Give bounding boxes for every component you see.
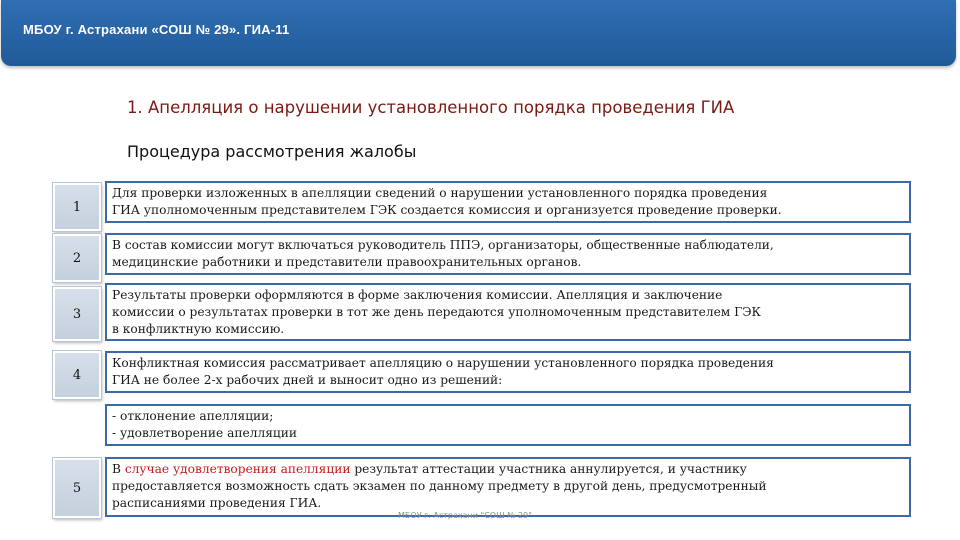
step-2-line-2: медицинские работники и представители правоохранительных органов.	[112, 255, 582, 269]
step-number-2: 2	[53, 234, 101, 282]
step-2-line-1: В состав комиссии могут включаться руководитель ППЭ, организаторы, общественные наблюдатели,	[112, 238, 774, 252]
step-text-5	[105, 457, 911, 517]
step-4-line-1: Конфликтная комиссия рассматривает апелляцию о нарушении установленного порядка проведения	[112, 356, 774, 370]
step-4-line-2: ГИА не более 2-х рабочих дней и выносит одно из решений:	[112, 373, 503, 387]
step-text-4	[105, 351, 911, 393]
decision-options-box	[105, 404, 911, 446]
step-number-1: 1	[53, 183, 101, 231]
step-number-4: 4	[53, 351, 101, 399]
step-5-line-3: расписаниями проведения ГИА.	[112, 496, 322, 510]
decision-reject: - отклонение апелляции;	[112, 409, 274, 423]
step-5-suffix: результат аттестации участника аннулируется, и участнику	[350, 462, 747, 476]
step-3-line-3: в конфликтную комиссию.	[112, 322, 285, 336]
step-3-line-2: комиссии о результатах проверки в тот же день передаются уполномоченным представителем ГЭК	[112, 305, 761, 319]
step-5-line-2: предоставляется возможность сдать экзамен по данному предмету в другой день, предусмотренный	[112, 479, 767, 493]
step-number-3: 3	[53, 287, 101, 341]
decision-accept: - удовлетворение апелляции	[112, 426, 297, 440]
slide-header-bar	[1, 0, 956, 66]
step-number-5: 5	[53, 458, 101, 518]
step-1-line-1: Для проверки изложенных в апелляции сведений о нарушении установленного порядка проведения	[112, 186, 768, 200]
step-5-line-1	[112, 461, 903, 478]
slide-title: 1. Апелляция о нарушении установленного порядка проведения ГИА	[127, 98, 735, 117]
footer-school-name: МБОУ г. Астрахани "СОШ № 29"	[398, 511, 532, 520]
step-5-prefix: В	[112, 462, 125, 476]
step-text-2	[105, 233, 911, 275]
step-3-line-1: Результаты проверки оформляются в форме заключения комиссии. Апелляция и заключение	[112, 288, 723, 302]
step-5-highlight: случае удовлетворения апелляции	[124, 462, 351, 476]
step-text-1	[105, 181, 911, 223]
step-text-3	[105, 283, 911, 341]
slide-subtitle: Процедура рассмотрения жалобы	[127, 142, 417, 161]
header-title: МБОУ г. Астрахани «СОШ № 29». ГИА-11	[23, 22, 290, 37]
step-1-line-2: ГИА уполномоченным представителем ГЭК создается комиссия и организуется проведение проверки.	[112, 203, 782, 217]
